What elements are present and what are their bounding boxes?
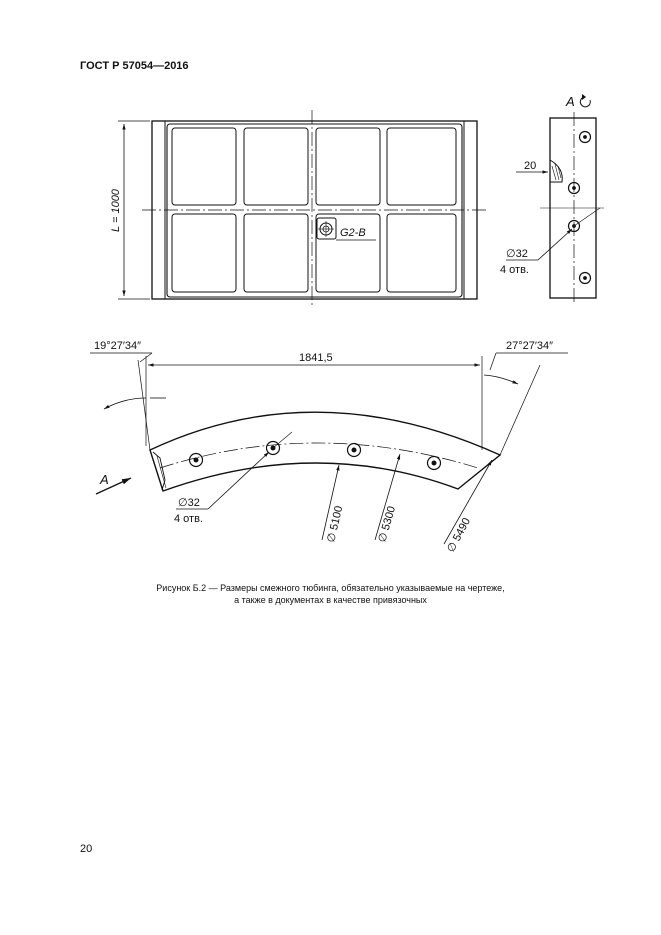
page-number: 20 — [80, 843, 93, 855]
figure-caption — [40, 582, 621, 606]
grip-label: G2-B — [340, 227, 366, 239]
arrow-a-label: А — [100, 472, 109, 487]
side-hole-count: 4 отв. — [500, 264, 529, 276]
document-header: ГОСТ Р 57054—2016 — [80, 60, 189, 72]
dia-mid: ∅ 5300 — [376, 504, 399, 544]
view-a-label: А — [566, 94, 575, 109]
arc-view — [90, 353, 568, 544]
top-view — [118, 110, 487, 308]
rib-frame — [167, 124, 462, 297]
chord-dim: 1841,5 — [299, 352, 333, 364]
side-hole-dia: ∅32 — [506, 248, 528, 260]
length-label: L = 1000 — [110, 189, 122, 232]
caption-line-1: Рисунок Б.2 — Размеры смежного тюбинга, обязательно указываемые на чертеже, — [156, 583, 505, 593]
dia-outer: ∅ 5490 — [445, 516, 474, 555]
arc-hole-count: 4 отв. — [174, 513, 203, 525]
dia-inner: ∅ 5100 — [325, 504, 346, 544]
caption-line-2: а также в документах в качестве привязочных — [234, 595, 427, 605]
arc-hole-dia: ∅32 — [178, 497, 200, 509]
arc-segment — [150, 412, 500, 491]
side-depth-dim: 20 — [524, 160, 537, 172]
angle-right: 27°27′34″ — [506, 340, 554, 352]
angle-left: 19°27′34″ — [94, 340, 142, 352]
